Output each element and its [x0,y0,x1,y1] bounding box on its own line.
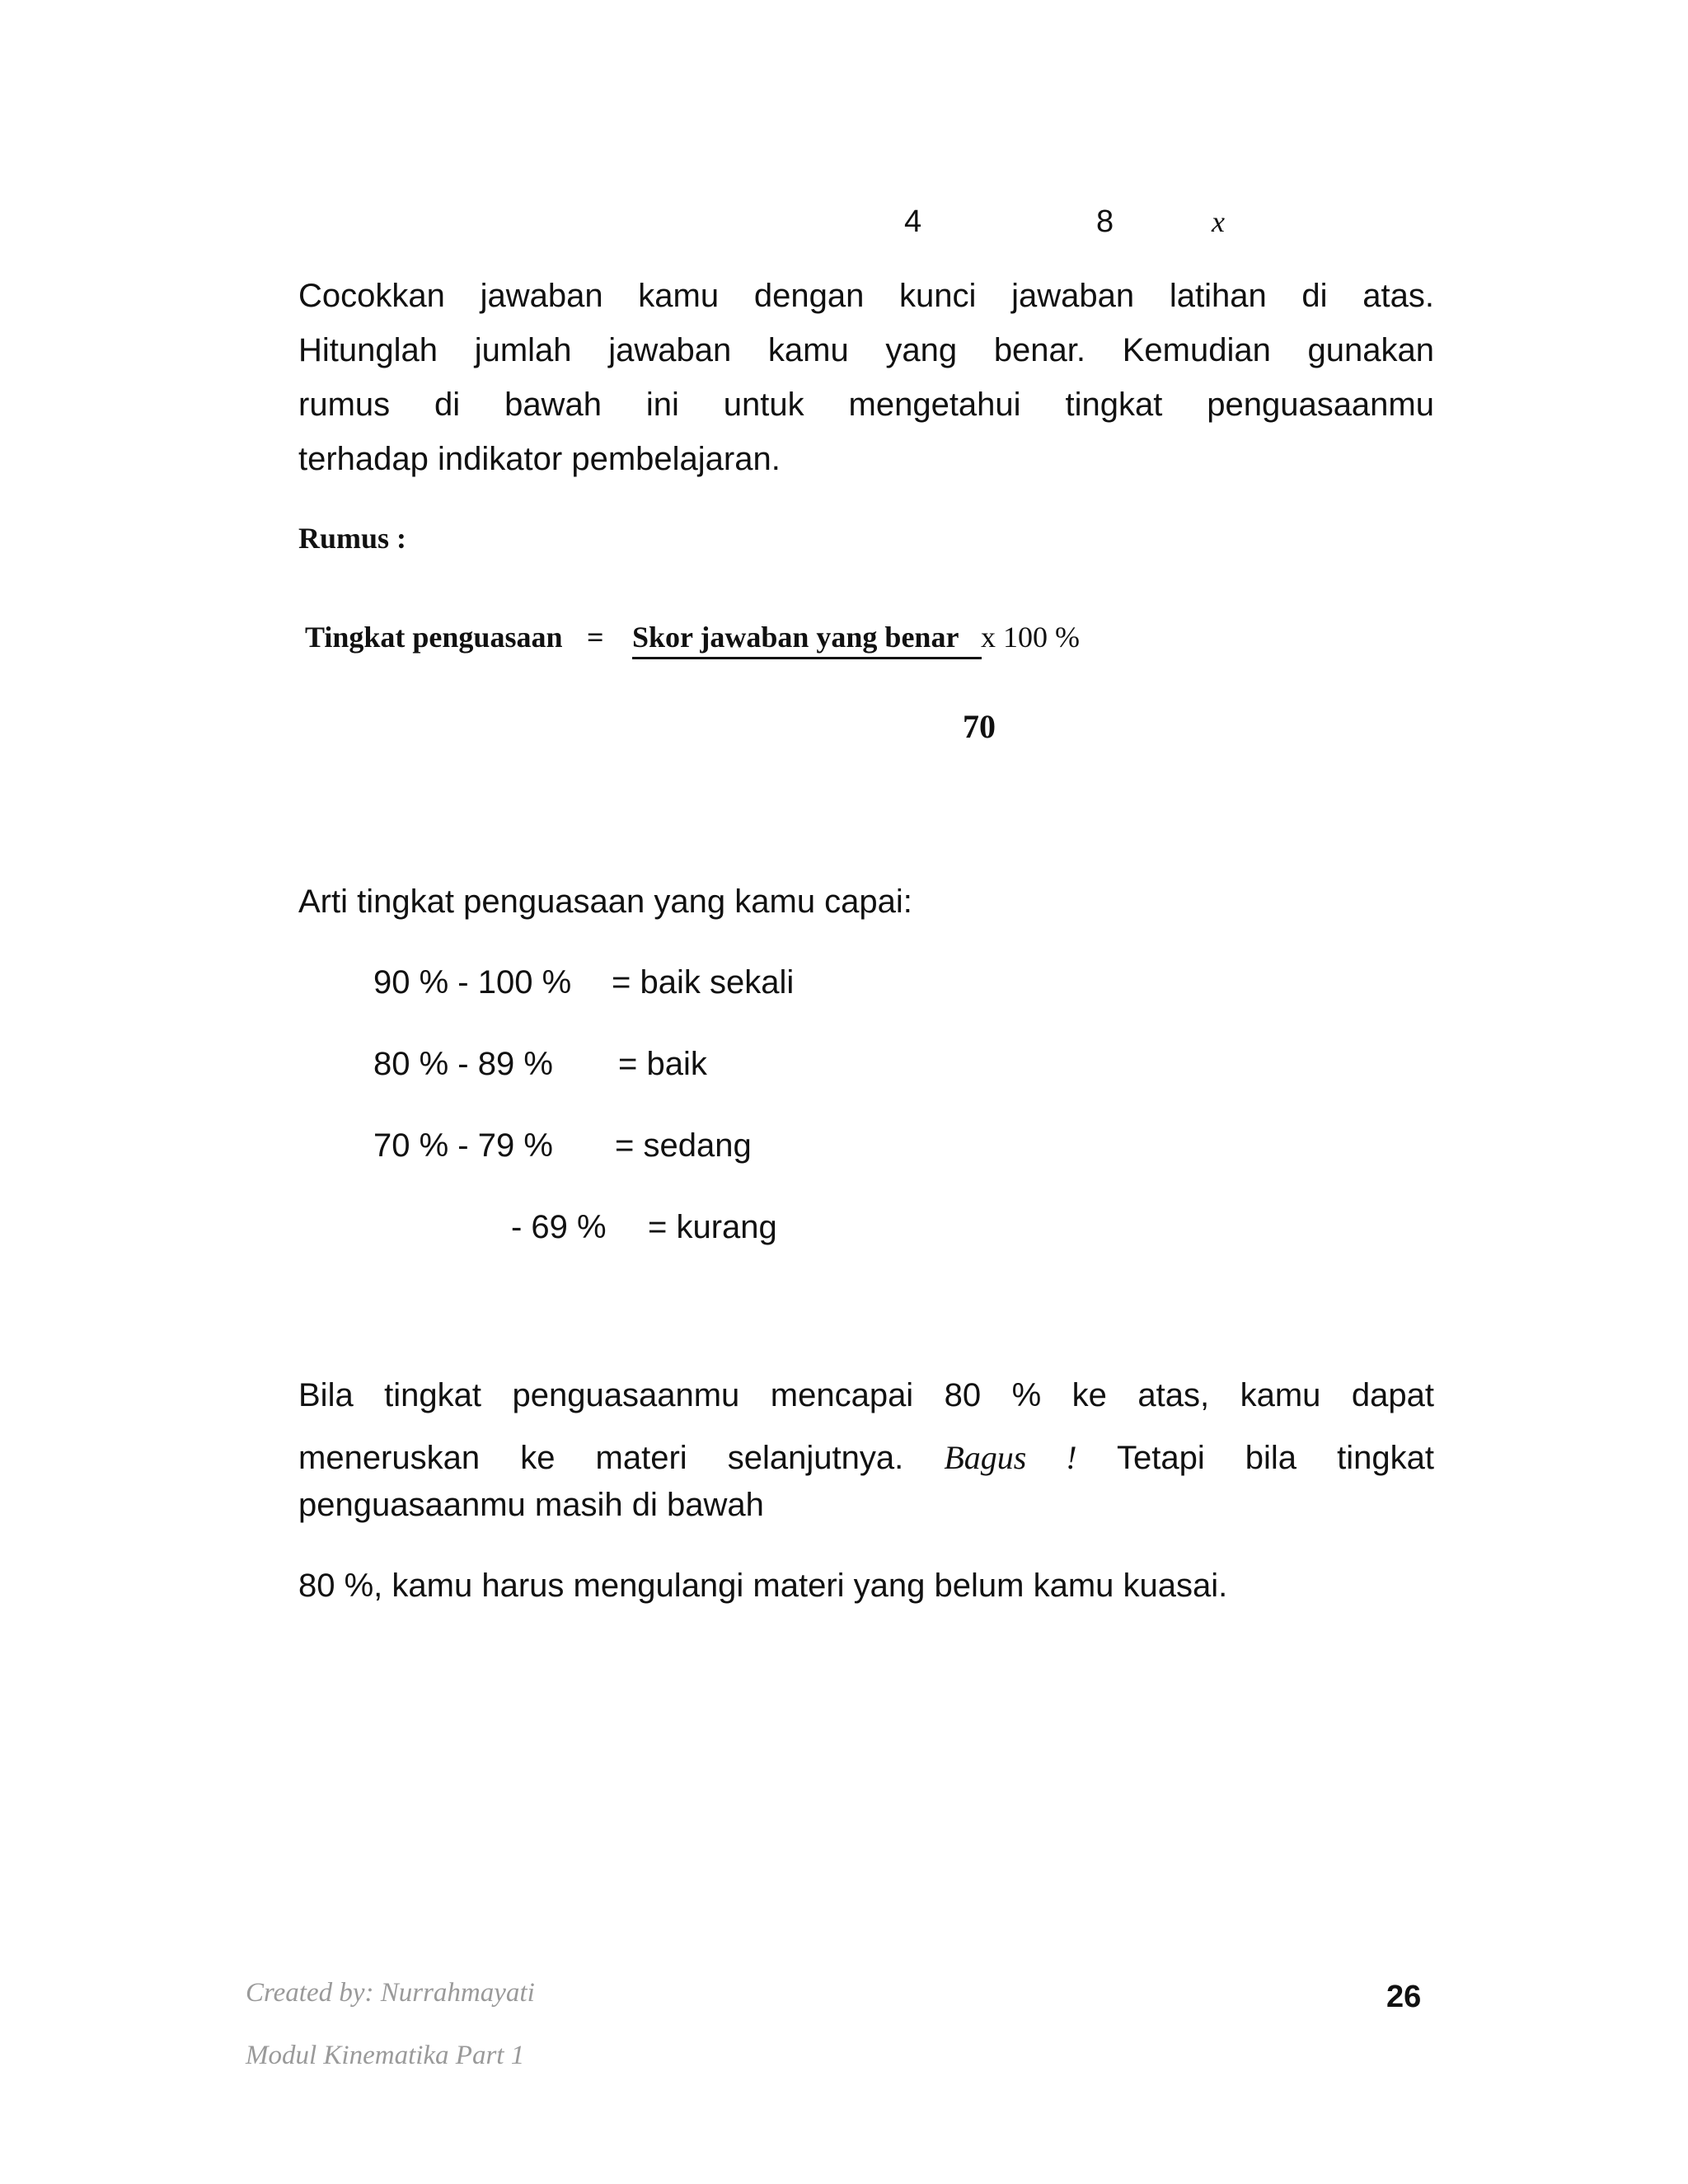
intro-line: rumus di bawah ini untuk mengetahui tingkat penguasaanmu [298,387,1434,423]
formula-label: Tingkat penguasaan [305,621,563,654]
level-meaning: = baik [618,1046,707,1082]
top-fragment-x: x [1212,205,1225,238]
level-meaning: = baik sekali [612,964,795,1001]
bagus-exclamation: Bagus ! [944,1439,1077,1476]
intro-line: Hitunglah jumlah jawaban kamu yang benar. Kemudian gunakan [298,332,1434,368]
formula-denominator: 70 [963,708,996,745]
level-meaning: = kurang [648,1209,777,1245]
closing-text: Bila tingkat penguasaanmu mencapai 80 % ke atas, kamu dapat [298,1377,1434,1413]
top-fragment-8: 8 [1096,204,1114,239]
level-range: 70 % - 79 % [373,1127,553,1164]
closing-line-3: penguasaanmu masih di bawah [298,1487,764,1523]
formula-equals: = [587,621,604,654]
closing-line-4: 80 %, kamu harus mengulangi materi yang belum kamu kuasai. [298,1568,1228,1604]
formula-numerator: Skor jawaban yang benar [632,621,959,654]
formula-multiplier: x 100 % [981,621,1080,654]
footer-module-title: Modul Kinematika Part 1 [246,2041,525,2070]
level-meaning: = sedang [615,1127,752,1164]
closing-text [298,1431,1434,1485]
intro-paragraph [298,269,1434,486]
arti-heading: Arti tingkat penguasaan yang kamu capai: [298,883,912,920]
closing-text-part: meneruskan ke materi selanjutnya. [298,1440,904,1476]
intro-line: Cocokkan jawaban kamu dengan kunci jawaban latihan di atas. [298,278,1434,314]
closing-line-2 [298,1431,1434,1485]
level-range: - 69 % [511,1209,607,1245]
closing-line-1 [298,1368,1434,1422]
rumus-label: Rumus : [298,522,407,555]
closing-text-part: Tetapi bila tingkat [1116,1440,1434,1476]
page-number: 26 [1386,1980,1422,2014]
top-fragment-4: 4 [904,204,922,239]
intro-line: terhadap indikator pembelajaran. [298,441,781,477]
fraction-bar [632,657,982,659]
footer-author: Created by: Nurrahmayati [246,1978,535,2008]
level-range: 90 % - 100 % [373,964,572,1001]
level-range: 80 % - 89 % [373,1046,553,1082]
